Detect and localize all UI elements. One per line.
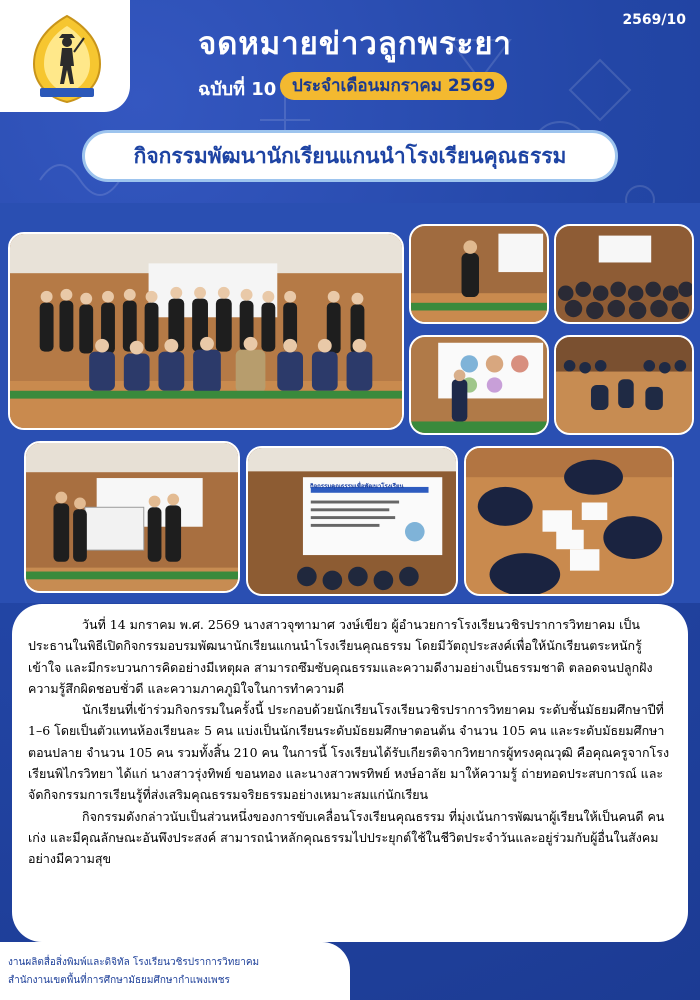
photo-speaker-stage — [409, 224, 549, 324]
footer-office-line: สำนักงานเขตพื้นที่การศึกษามัธยมศึกษากำแพงเพชร — [8, 975, 230, 986]
photo-audience-hall — [554, 224, 694, 324]
newsletter-title: จดหมายข่าวลูกพระยา — [198, 26, 512, 62]
school-emblem-logo — [30, 12, 104, 104]
photo-group-portrait — [8, 232, 404, 430]
slide-caption: กิจกรรมคุณธรรมเพื่อพัฒนาโรงเรียน — [310, 483, 404, 490]
article-paragraph: กิจกรรมดังกล่าวนับเป็นส่วนหนึ่งของการขับเคลื่อนโรงเรียนคุณธรรม ที่มุ่งเน้นการพัฒนาผู้เรียนให้เป็นคนดี คนเก่ง และมีคุณลักษณะอันพึงประสงค์ สามารถนำหลักคุณธรรมไปประยุกต์ใช้ในชีวิตประจำวันและอยู่ร่วมกับผู้อื่นในสังคมอย่างมีความสุข — [28, 808, 665, 867]
photo-students-activity — [554, 335, 694, 435]
article-body — [12, 604, 688, 942]
photo-students-writing — [464, 446, 674, 596]
footer-credits — [0, 942, 350, 1000]
issue-code: 2569/10 — [622, 12, 686, 28]
photo-collage — [0, 203, 700, 603]
photo-speaker-slides — [409, 335, 549, 435]
article-paragraph: นักเรียนที่เข้าร่วมกิจกรรมในครั้งนี้ ประกอบด้วยนักเรียนโรงเรียนวชิรปราการวิทยาคม ระดับชั้นมัธยมศึกษาปีที่ 1–6 โดยเป็นตัวแทนห้องเรียนละ 5 คน แบ่งเป็นนักเรียนระดับมัธยมศึกษาตอนต้น จำนวน 105 คน และระดับมัธยมศึกษาตอนปลาย จำนวน 105 คน รวมทั้งสิ้น 210 คน ในการนี้ โรงเรียนได้รับเกียรติจากวิทยากรผู้ทรงคุณวุฒิ คือคุณครูจากโรงเรียนพิไกรวิทยา ได้แก่ นางสาวรุ่งทิพย์ ขอนทอง และนางสาวพรทิพย์ หงษ์อาลัย มาให้ความรู้ ถ่ายทอดประสบการณ์ และจัดกิจกรรมการเรียนรู้ที่ส่งเสริมคุณธรรมจริยธรรมอย่างเหมาะสมแก่นักเรียน — [28, 702, 670, 803]
school-logo-panel — [0, 0, 130, 112]
footer-credit-line: งานผลิตสื่อสิ่งพิมพ์และดิจิทัล โรงเรียนวชิรปราการวิทยาคม — [8, 957, 260, 968]
photo-students-presentation — [24, 441, 240, 593]
article-headline: กิจกรรมพัฒนานักเรียนแกนนำโรงเรียนคุณธรรม — [82, 130, 618, 182]
issue-number: ฉบับที่ 10 — [198, 79, 277, 100]
article-paragraph: วันที่ 14 มกราคม พ.ศ. 2569 นางสาวจุฑามาศ วงษ์เขียว ผู้อำนวยการโรงเรียนวชิรปราการวิทยาคม เป็นประธานในพิธีเปิดกิจกรรมอบรมพัฒนานักเรียนแกนนำโรงเรียนคุณธรรม โดยมีวัตถุประสงค์เพื่อให้นักเรียนตระหนักรู้ เข้าใจ และมีกระบวนการคิดอย่างมีเหตุผล สามารถซึมซับคุณธรรมและความดีงามอย่างเป็นธรรมชาติ ตลอดจนปลูกฝังความรู้สึกผิดชอบชั่วดี และความภาคภูมิใจในการทำความดี — [28, 617, 653, 696]
issue-month-badge: ประจำเดือนมกราคม 2569 — [280, 72, 507, 100]
photo-presentation-slide — [246, 446, 458, 596]
